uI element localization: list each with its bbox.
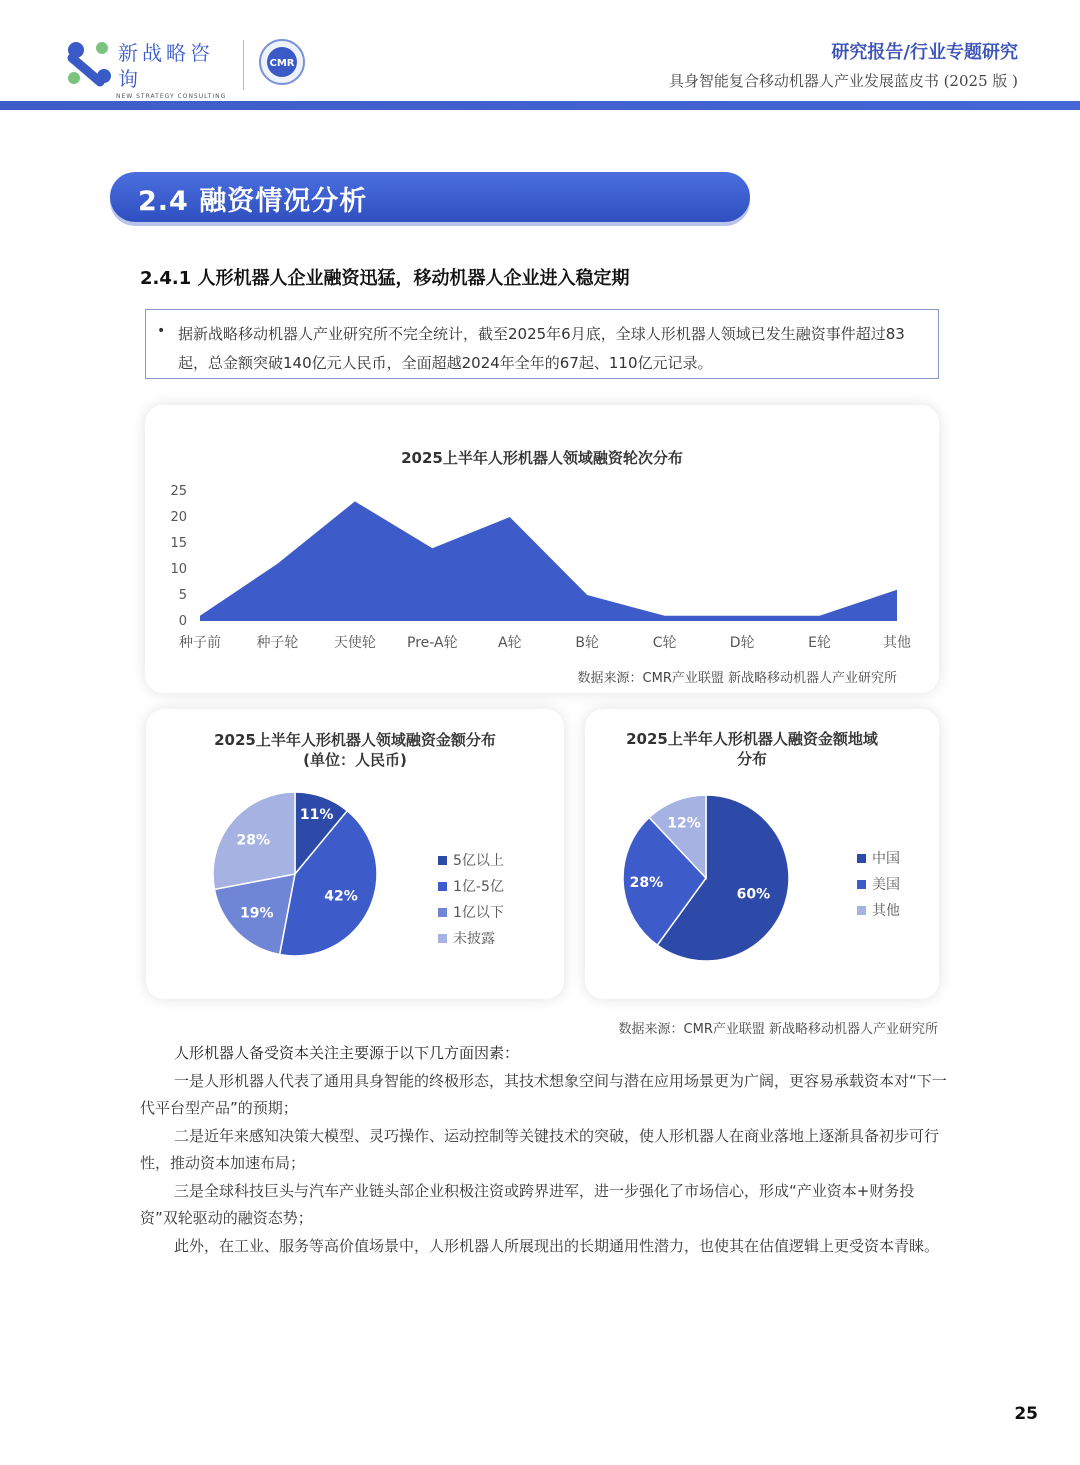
slice-value-label: 42% [324,888,358,905]
y-tick-label: 15 [170,536,187,551]
x-tick-label: 种子轮 [256,635,299,651]
legend-label: 5亿以上 [453,853,504,869]
pie-chart-source: 数据来源：CMR产业联盟 新战略移动机器人产业研究所 [618,1022,938,1037]
legend-item [438,899,504,925]
x-tick-label: Pre-A轮 [407,635,458,651]
x-tick-label: B轮 [575,635,600,651]
amount-legend [438,847,504,951]
body-paragraph-4: 此外，在工业、服务等高价值场景中，人形机器人所展现出的长期通用性潜力，也使其在估值逻辑上更受资本青睐。 [174,1237,940,1255]
x-tick-label: C轮 [652,635,677,651]
brand-name: 新战略咨询 [118,41,214,91]
legend-label: 其他 [872,903,900,919]
slice-value-label: 28% [629,874,664,891]
brand-name-en: NEW STRATEGY CONSULTING [116,93,227,100]
slice-value-label: 28% [236,832,271,849]
slice-value-label: 11% [299,806,334,823]
region-legend [857,845,900,923]
cmr-badge-text: CMR [269,58,295,69]
y-tick-label: 20 [170,510,187,525]
region-chart-title: 2025上半年人形机器人融资金额地域分布 [626,730,878,768]
header-divider [243,40,244,90]
section-title: 2.4 融资情况分析 [138,186,368,217]
legend-item [857,845,900,871]
legend-label: 未披露 [453,931,495,947]
x-tick-label: 种子前 [179,635,221,651]
slice-value-label: 19% [239,905,274,922]
legend-swatch [438,908,447,917]
amount-chart-title: 2025上半年人形机器人领域融资金额分布 [214,731,496,749]
x-tick-label: 其他 [883,635,911,651]
slice-value-label: 60% [736,886,771,903]
legend-label: 美国 [872,877,900,893]
round-distribution-card [145,405,939,693]
legend-swatch [857,854,866,863]
x-tick-label: E轮 [808,635,831,651]
amount-distribution-card [146,709,564,999]
round-chart-source: 数据来源：CMR产业联盟 新战略移动机器人产业研究所 [577,671,897,686]
area-series [200,501,897,621]
legend-item [438,873,504,899]
body-paragraph-2: 二是近年来感知决策大模型、灵巧操作、运动控制等关键技术的突破，使人形机器人在商业落地上逐渐具备初步可行性，推动资本加速布局； [140,1127,940,1172]
body-paragraph-1: 一是人形机器人代表了通用具身智能的终极形态，其技术想象空间与潜在应用场景更为广阔，更容易承载资本对“下一代平台型产品”的预期； [140,1072,947,1117]
legend-item [438,847,504,873]
x-tick-label: A轮 [497,635,522,651]
summary-text: 据新战略移动机器人产业研究所不完全统计，截至2025年6月底，全球人形机器人领域已发生融资事件超过83起，总金额突破140亿元人民币，全面超越2024年全年的67起、110亿元记录。 [178,325,905,372]
y-tick-label: 25 [170,484,187,499]
slice-value-label: 12% [667,815,701,832]
cmr-badge-icon [258,38,306,86]
legend-swatch [438,882,447,891]
x-tick-label: 天使轮 [333,635,376,651]
legend-item [438,925,504,951]
body-lead: 人形机器人备受资本关注主要源于以下几方面因素： [174,1044,520,1062]
y-tick-label: 0 [178,614,187,629]
legend-item [857,871,900,897]
legend-swatch [438,934,447,943]
legend-swatch [438,856,447,865]
legend-item [857,897,900,923]
header-bar [0,101,1080,110]
page-number: 25 [1014,1404,1038,1424]
round-area-chart [145,475,939,665]
legend-swatch [857,880,866,889]
report-type-title: 研究报告/行业专题研究 [831,42,1018,63]
bullet-dot: • [157,323,166,339]
subsection-title: 2.4.1 人形机器人企业融资迅猛，移动机器人企业进入稳定期 [140,268,630,289]
round-chart-title: 2025上半年人形机器人领域融资轮次分布 [401,449,683,467]
region-distribution-card [585,709,939,999]
legend-swatch [857,906,866,915]
x-tick-label: D轮 [729,635,755,651]
amount-chart-subtitle: (单位：人民币) [303,751,407,769]
legend-label: 1亿以下 [453,905,504,921]
y-tick-label: 10 [170,562,187,577]
brand-logo-icon [64,38,114,88]
legend-label: 中国 [872,851,900,867]
y-tick-label: 5 [178,588,187,603]
body-text [140,1040,948,1261]
report-subtitle: 具身智能复合移动机器人产业发展蓝皮书 (2025 版 ) [668,72,1018,90]
body-paragraph-3: 三是全球科技巨头与汽车产业链头部企业积极注资或跨界进军，进一步强化了市场信心，形成“产业资本+财务投资”双轮驱动的融资态势； [140,1182,915,1227]
legend-label: 1亿-5亿 [453,879,504,895]
